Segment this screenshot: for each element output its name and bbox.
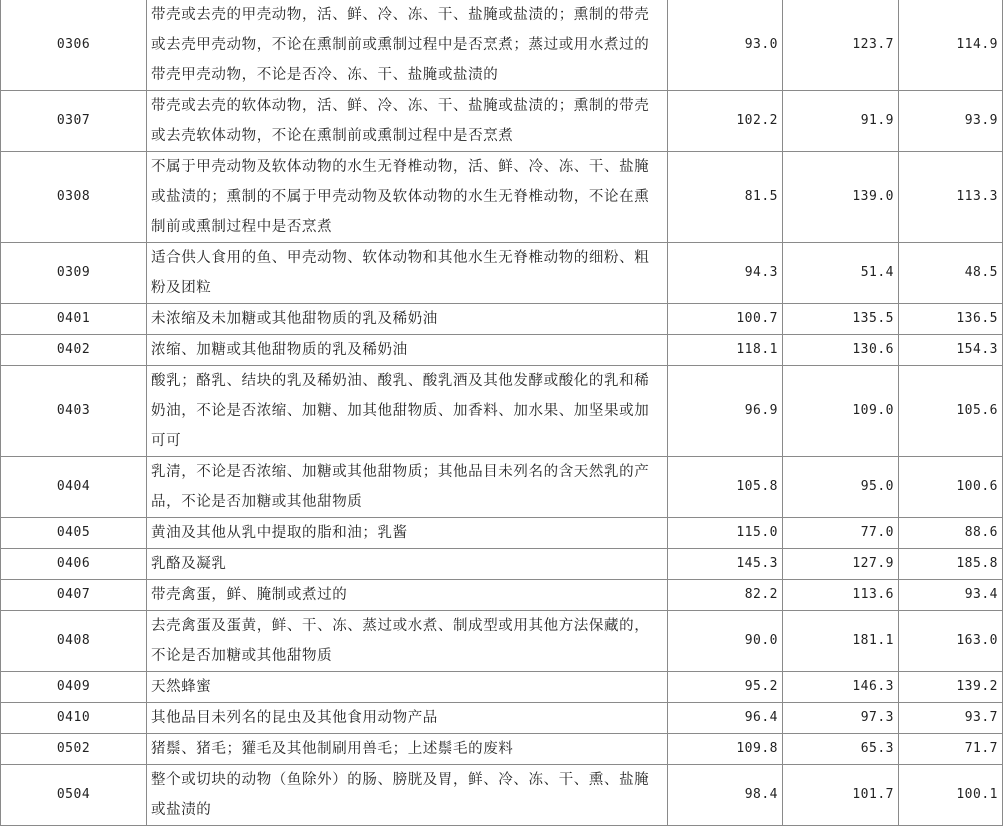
value-1-cell: 93.0 [668,0,783,91]
table-row [1,549,1003,580]
description-cell: 整个或切块的动物（鱼除外）的肠、膀胱及胃，鲜、冷、冻、干、熏、盐腌或盐渍的 [147,765,668,826]
value-3-cell: 185.8 [899,549,1003,580]
value-1-cell: 115.0 [668,518,783,549]
value-3-cell: 93.9 [899,91,1003,152]
value-1-cell: 102.2 [668,91,783,152]
hs-code-cell: 0403 [1,366,147,457]
table-row [1,703,1003,734]
table-row [1,672,1003,703]
value-2-cell: 130.6 [783,335,899,366]
table-row [1,611,1003,672]
description-cell: 去壳禽蛋及蛋黄，鲜、干、冻、蒸过或水煮、制成型或用其他方法保藏的，不论是否加糖或其他甜物质 [147,611,668,672]
hs-code-cell: 0306 [1,0,147,91]
value-2-cell: 97.3 [783,703,899,734]
hs-code-cell: 0407 [1,580,147,611]
description-cell: 带壳或去壳的软体动物，活、鲜、冷、冻、干、盐腌或盐渍的；熏制的带壳或去壳软体动物，不论在熏制前或熏制过程中是否烹煮 [147,91,668,152]
value-3-cell: 71.7 [899,734,1003,765]
value-3-cell: 163.0 [899,611,1003,672]
description-cell: 未浓缩及未加糖或其他甜物质的乳及稀奶油 [147,304,668,335]
value-3-cell: 93.7 [899,703,1003,734]
value-1-cell: 98.4 [668,765,783,826]
value-2-cell: 51.4 [783,243,899,304]
value-2-cell: 146.3 [783,672,899,703]
value-2-cell: 113.6 [783,580,899,611]
value-1-cell: 81.5 [668,152,783,243]
value-1-cell: 94.3 [668,243,783,304]
description-cell: 黄油及其他从乳中提取的脂和油；乳酱 [147,518,668,549]
description-cell: 天然蜂蜜 [147,672,668,703]
value-3-cell: 154.3 [899,335,1003,366]
value-1-cell: 96.4 [668,703,783,734]
hs-code-cell: 0401 [1,304,147,335]
hs-code-cell: 0410 [1,703,147,734]
table-row [1,335,1003,366]
value-1-cell: 109.8 [668,734,783,765]
hs-code-cell: 0309 [1,243,147,304]
value-3-cell: 136.5 [899,304,1003,335]
value-2-cell: 77.0 [783,518,899,549]
value-2-cell: 95.0 [783,457,899,518]
description-cell: 乳清，不论是否浓缩、加糖或其他甜物质；其他品目未列名的含天然乳的产品，不论是否加糖或其他甜物质 [147,457,668,518]
value-2-cell: 91.9 [783,91,899,152]
value-1-cell: 105.8 [668,457,783,518]
value-2-cell: 139.0 [783,152,899,243]
table-row [1,734,1003,765]
table-row [1,152,1003,243]
description-cell: 带壳或去壳的甲壳动物，活、鲜、冷、冻、干、盐腌或盐渍的；熏制的带壳或去壳甲壳动物，不论在熏制前或熏制过程中是否烹煮；蒸过或用水煮过的带壳甲壳动物，不论是否冷、冻、干、盐腌或盐渍的 [147,0,668,91]
table-row [1,518,1003,549]
value-2-cell: 109.0 [783,366,899,457]
value-2-cell: 181.1 [783,611,899,672]
value-2-cell: 135.5 [783,304,899,335]
value-1-cell: 145.3 [668,549,783,580]
value-3-cell: 88.6 [899,518,1003,549]
hs-code-cell: 0504 [1,765,147,826]
description-cell: 不属于甲壳动物及软体动物的水生无脊椎动物，活、鲜、冷、冻、干、盐腌或盐渍的；熏制的不属于甲壳动物及软体动物的水生无脊椎动物，不论在熏制前或熏制过程中是否烹煮 [147,152,668,243]
description-cell: 酸乳；酪乳、结块的乳及稀奶油、酸乳、酸乳酒及其他发酵或酸化的乳和稀奶油，不论是否浓缩、加糖、加其他甜物质、加香料、加水果、加坚果或加可可 [147,366,668,457]
value-3-cell: 100.6 [899,457,1003,518]
table-row [1,765,1003,826]
value-1-cell: 82.2 [668,580,783,611]
table-row [1,91,1003,152]
table-row [1,243,1003,304]
hs-code-cell: 0307 [1,91,147,152]
value-3-cell: 93.4 [899,580,1003,611]
value-1-cell: 95.2 [668,672,783,703]
table-row [1,0,1003,91]
value-1-cell: 96.9 [668,366,783,457]
hs-code-cell: 0402 [1,335,147,366]
description-cell: 带壳禽蛋，鲜、腌制或煮过的 [147,580,668,611]
value-2-cell: 65.3 [783,734,899,765]
table-row [1,580,1003,611]
table-row [1,366,1003,457]
table-body [1,0,1003,826]
hs-code-cell: 0405 [1,518,147,549]
value-3-cell: 139.2 [899,672,1003,703]
hs-code-cell: 0308 [1,152,147,243]
value-2-cell: 101.7 [783,765,899,826]
value-3-cell: 105.6 [899,366,1003,457]
value-1-cell: 100.7 [668,304,783,335]
value-1-cell: 118.1 [668,335,783,366]
value-3-cell: 114.9 [899,0,1003,91]
description-cell: 猪鬃、猪毛；獾毛及其他制刷用兽毛；上述鬃毛的废料 [147,734,668,765]
hs-code-cell: 0404 [1,457,147,518]
hs-code-cell: 0409 [1,672,147,703]
description-cell: 其他品目未列名的昆虫及其他食用动物产品 [147,703,668,734]
value-2-cell: 123.7 [783,0,899,91]
hs-code-cell: 0502 [1,734,147,765]
value-3-cell: 48.5 [899,243,1003,304]
table-row [1,304,1003,335]
value-3-cell: 100.1 [899,765,1003,826]
value-2-cell: 127.9 [783,549,899,580]
description-cell: 乳酪及凝乳 [147,549,668,580]
value-3-cell: 113.3 [899,152,1003,243]
value-1-cell: 90.0 [668,611,783,672]
description-cell: 浓缩、加糖或其他甜物质的乳及稀奶油 [147,335,668,366]
hs-code-cell: 0406 [1,549,147,580]
hs-code-cell: 0408 [1,611,147,672]
table-row [1,457,1003,518]
description-cell: 适合供人食用的鱼、甲壳动物、软体动物和其他水生无脊椎动物的细粉、粗粉及团粒 [147,243,668,304]
